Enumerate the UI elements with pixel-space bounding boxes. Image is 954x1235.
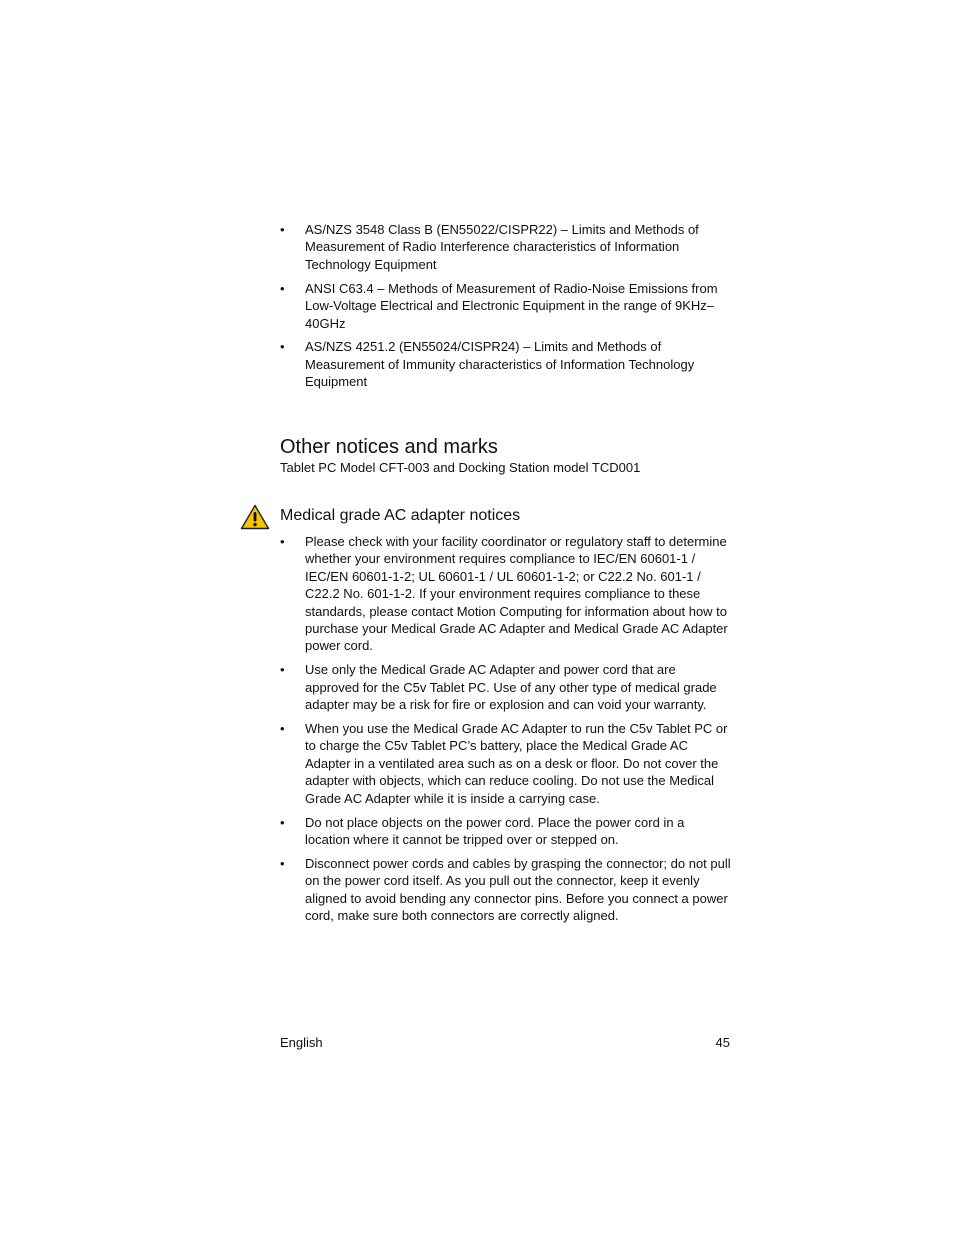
list-item: • AS/NZS 4251.2 (EN55024/CISPR24) – Limits and Methods of Measurement of Immunity characteristics of Information Technology Equipment <box>280 338 732 390</box>
section-title: Other notices and marks <box>280 436 498 458</box>
list-item: • ANSI C63.4 – Methods of Measurement of Radio-Noise Emissions from Low-Voltage Electrical and Electronic Equipment in the range of 9KHz–40GHz <box>280 280 732 332</box>
list-item: • Disconnect power cords and cables by grasping the connector; do not pull on the power cord itself. As you pull out the connector, keep it evenly aligned to avoid bending any connector pins. Before you connect a power cord, make sure both connectors are correctly aligned. <box>280 855 732 925</box>
footer-language: English <box>280 1035 323 1050</box>
list-item: • When you use the Medical Grade AC Adapter to run the C5v Tablet PC or to charge the C5v Tablet PC’s battery, place the Medical Grade AC Adapter in a ventilated area such as on a desk or floor. Do not cover the adapter with objects, which can reduce cooling. Do not use the Medical Grade AC Adapter while it is inside a carrying case. <box>280 720 732 807</box>
standards-list <box>280 221 732 397</box>
list-item: • Please check with your facility coordinator or regulatory staff to determine whether your environment requires compliance to IEC/EN 60601-1 / IEC/EN 60601-1-2; UL 60601-1 / UL 60601-1-2; or C22.2 No. 601-1 / C22.2 No. 601-1-2. If your environment requires compliance to these standards, please contact Motion Computing for information about how to purchase your Medical Grade AC Adapter and Medical Grade AC Adapter power cord. <box>280 533 732 655</box>
list-item: • Do not place objects on the power cord. Place the power cord in a location where it cannot be tripped over or stepped on. <box>280 814 732 849</box>
page-number: 45 <box>715 1035 730 1050</box>
list-item: • AS/NZS 3548 Class B (EN55022/CISPR22) – Limits and Methods of Measurement of Radio Interference characteristics of Information Technology Equipment <box>280 221 732 273</box>
medical-notices-list <box>280 533 732 931</box>
list-item: • Use only the Medical Grade AC Adapter and power cord that are approved for the C5v Tablet PC. Use of any other type of medical grade adapter may be a risk for fire or explosion and can void your warranty. <box>280 661 732 713</box>
warning-triangle-icon <box>240 504 270 530</box>
section-subtitle: Tablet PC Model CFT-003 and Docking Station model TCD001 <box>280 460 641 475</box>
medical-section-title: Medical grade AC adapter notices <box>280 507 521 524</box>
